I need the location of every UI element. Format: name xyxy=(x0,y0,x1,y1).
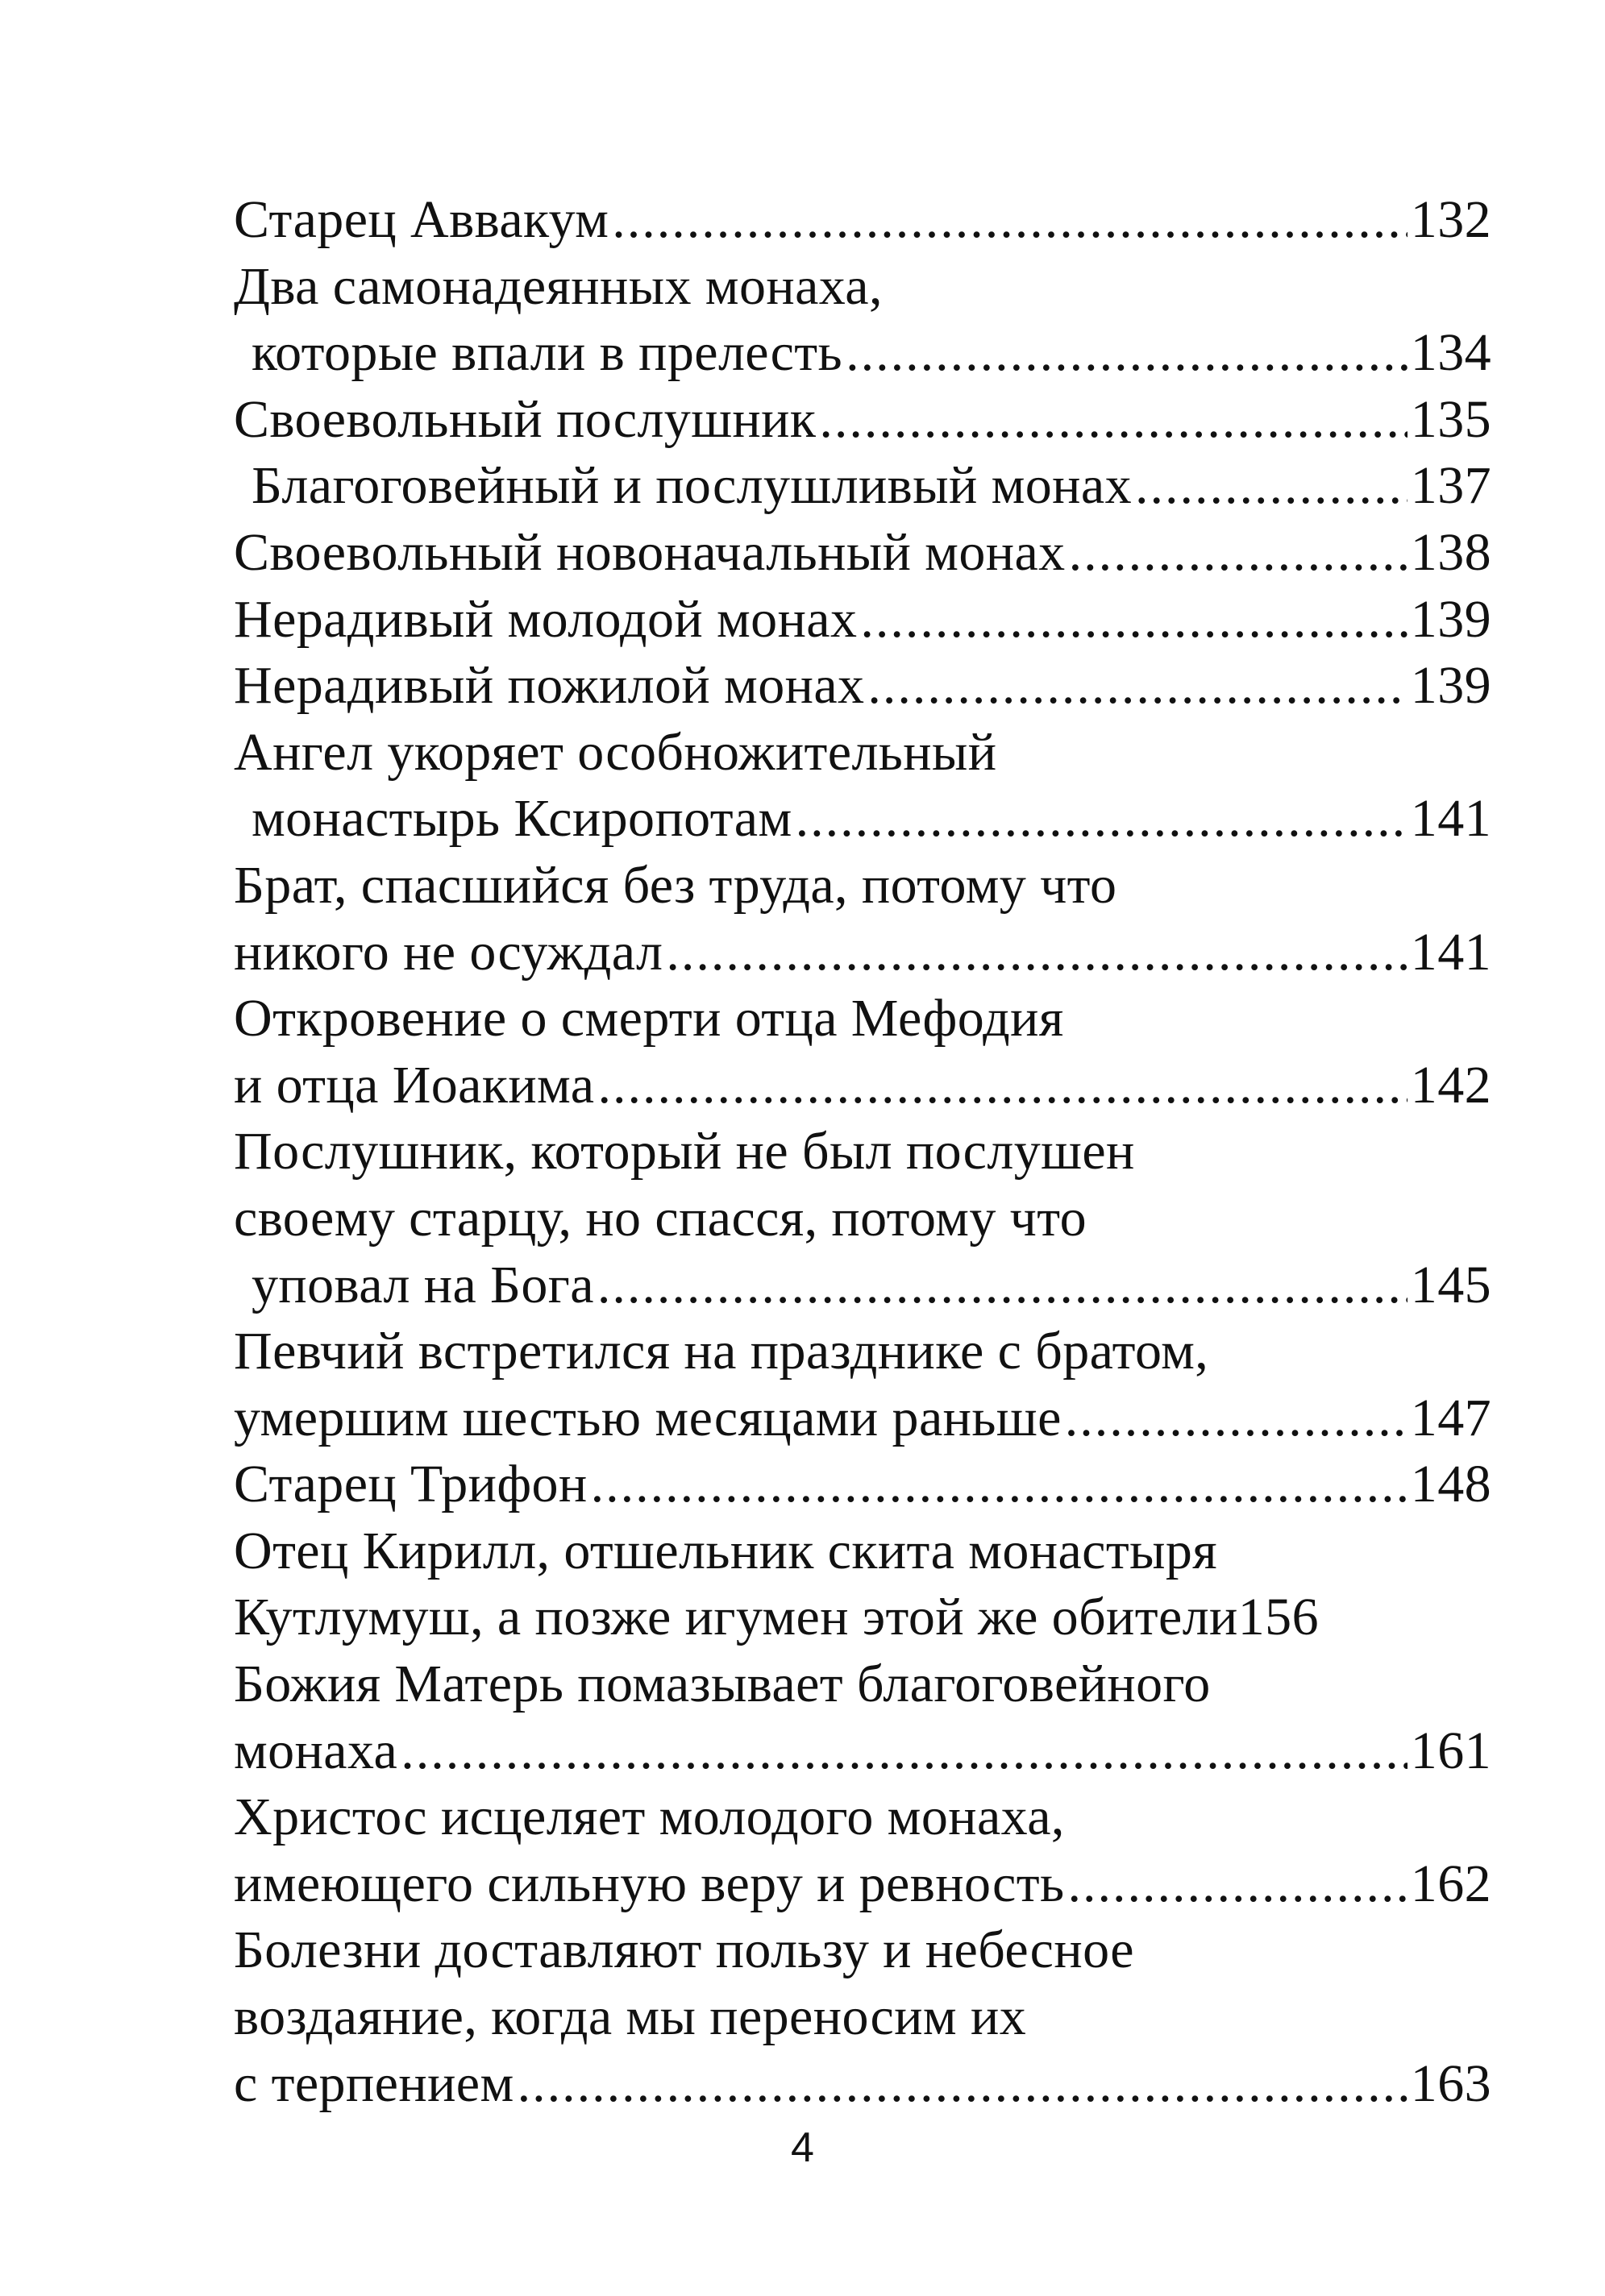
toc-entry-line xyxy=(234,1318,1491,1385)
toc-entry-line xyxy=(234,1518,1491,1585)
toc-entry-line xyxy=(234,1984,1491,2051)
dot-leader xyxy=(612,187,1407,254)
toc-entry-title: Божия Матерь помазывает благоговейного xyxy=(234,1655,1211,1714)
toc-entry-line xyxy=(234,2051,1491,2118)
toc-entry-title: и отца Иоакима xyxy=(234,1055,595,1115)
toc-entry-title: Христос исцеляет молодого монаха, xyxy=(234,1787,1065,1847)
dot-leader xyxy=(1067,1851,1407,1918)
toc-entry[interactable] xyxy=(234,653,1491,720)
toc-entry-title: своему старцу, но спасся, потому что xyxy=(234,1188,1087,1248)
toc-entry-page: 156 xyxy=(1237,1588,1319,1647)
toc-entry-page: 139 xyxy=(1410,589,1491,649)
toc-entry-line xyxy=(234,1385,1491,1452)
toc-entry-title: Послушник, который не был послушен xyxy=(234,1122,1135,1181)
toc-entry[interactable] xyxy=(234,1119,1491,1318)
toc-entry-line xyxy=(234,1053,1491,1119)
table-of-contents xyxy=(234,187,1491,2117)
toc-entry-page: 147 xyxy=(1410,1388,1491,1447)
page-number: 4 xyxy=(791,2124,814,2171)
toc-entry-page: 161 xyxy=(1410,1721,1491,1780)
toc-entry-line xyxy=(234,853,1491,920)
toc-entry-page: 141 xyxy=(1410,922,1491,982)
toc-entry-line xyxy=(234,320,1491,387)
toc-entry-title: уповал на Бога xyxy=(252,1255,594,1314)
toc-entry-line xyxy=(234,1851,1491,1918)
toc-entry-page: 162 xyxy=(1410,1854,1491,1913)
toc-entry-title: Нерадивый молодой монах xyxy=(234,589,858,649)
dot-leader xyxy=(860,587,1407,654)
toc-entry-page: 141 xyxy=(1410,789,1491,849)
toc-entry-page: 145 xyxy=(1410,1255,1491,1314)
dot-leader xyxy=(1135,453,1407,520)
toc-entry-title: Благоговейный и послушливый монах xyxy=(252,456,1132,516)
toc-entry-title: Откровение о смерти отца Мефодия xyxy=(234,989,1064,1048)
toc-entry[interactable] xyxy=(234,1518,1491,1651)
toc-entry-page: 135 xyxy=(1410,389,1491,449)
dot-leader xyxy=(518,2051,1407,2118)
toc-entry-line xyxy=(234,1917,1491,1984)
toc-entry-line xyxy=(234,920,1491,986)
toc-entry-line xyxy=(234,1651,1491,1718)
toc-entry-line xyxy=(234,786,1491,853)
toc-entry-title: монастырь Ксиропотам xyxy=(252,789,792,849)
toc-entry-line xyxy=(234,1718,1491,1785)
toc-entry[interactable] xyxy=(234,520,1491,587)
toc-entry-title: имеющего сильную веру и ревность xyxy=(234,1854,1065,1913)
dot-leader xyxy=(796,786,1407,853)
dot-leader xyxy=(597,1252,1407,1319)
toc-entry-title: монаха xyxy=(234,1721,398,1780)
toc-entry-line xyxy=(234,986,1491,1053)
toc-entry-page: 134 xyxy=(1410,323,1491,383)
toc-entry-line xyxy=(234,653,1491,720)
toc-entry-title: Ангел укоряет особножительный xyxy=(234,722,997,782)
toc-entry[interactable] xyxy=(234,1451,1491,1518)
toc-entry[interactable] xyxy=(234,853,1491,986)
toc-entry-page: 163 xyxy=(1410,2053,1491,2113)
toc-entry[interactable] xyxy=(234,254,1491,387)
toc-entry-line xyxy=(234,387,1491,454)
toc-entry-line xyxy=(234,1784,1491,1851)
toc-entry-title: Отец Кирилл, отшельник скита монастыря xyxy=(234,1521,1218,1580)
toc-entry-title: Брат, спасшийся без труда, потому что xyxy=(234,855,1117,915)
toc-entry-line xyxy=(234,1252,1491,1319)
toc-entry-title: Нерадивый пожилой монах xyxy=(234,656,865,716)
dot-leader xyxy=(1065,1385,1407,1452)
toc-entry-line xyxy=(234,1584,1491,1651)
toc-entry-title: Кутлумуш, а позже игумен этой же обители xyxy=(234,1588,1238,1647)
toc-entry[interactable] xyxy=(234,1917,1491,2117)
dot-leader xyxy=(666,920,1407,986)
toc-entry-line xyxy=(234,453,1491,520)
toc-entry-title: Своевольный послушник xyxy=(234,389,817,449)
toc-entry-line xyxy=(234,1451,1491,1518)
toc-entry-title: Певчий встретился на празднике с братом, xyxy=(234,1322,1209,1381)
toc-entry-page: 139 xyxy=(1410,656,1491,716)
toc-entry[interactable] xyxy=(234,587,1491,654)
toc-entry-line xyxy=(234,1185,1491,1252)
dot-leader xyxy=(819,387,1407,454)
dot-leader xyxy=(401,1718,1407,1785)
toc-entry-title: Своевольный новоначальный монах xyxy=(234,522,1066,582)
toc-entry[interactable] xyxy=(234,720,1491,853)
toc-entry[interactable] xyxy=(234,187,1491,254)
dot-leader xyxy=(846,320,1407,387)
toc-entry-line xyxy=(234,520,1491,587)
toc-entry-page: 148 xyxy=(1410,1455,1491,1514)
toc-entry[interactable] xyxy=(234,1651,1491,1784)
toc-entry-title: Старец Аввакум xyxy=(234,190,609,249)
dot-leader xyxy=(591,1451,1407,1518)
dot-leader xyxy=(597,1053,1407,1119)
toc-entry-page: 138 xyxy=(1410,522,1491,582)
toc-entry[interactable] xyxy=(234,986,1491,1119)
toc-entry-line xyxy=(234,587,1491,654)
toc-entry-line xyxy=(234,1119,1491,1185)
toc-entry-title: Старец Трифон xyxy=(234,1455,588,1514)
dot-leader xyxy=(867,653,1407,720)
toc-entry-title: которые впали в прелесть xyxy=(252,323,843,383)
toc-entry-title: Два самонадеянных монаха, xyxy=(234,256,883,316)
toc-entry-page: 142 xyxy=(1410,1055,1491,1115)
toc-entry-title: никого не осуждал xyxy=(234,922,663,982)
toc-entry-line xyxy=(234,187,1491,254)
toc-entry-line xyxy=(234,720,1491,787)
dot-leader xyxy=(1069,520,1407,587)
toc-entry[interactable] xyxy=(234,1784,1491,1917)
toc-entry-line xyxy=(234,254,1491,321)
toc-entry-title: с терпением xyxy=(234,2053,514,2113)
toc-entry-page: 132 xyxy=(1410,190,1491,249)
toc-entry[interactable] xyxy=(234,453,1491,520)
toc-entry-page: 137 xyxy=(1410,456,1491,516)
toc-entry-title: Болезни доставляют пользу и небесное xyxy=(234,1920,1134,1980)
toc-entry-title: умершим шестью месяцами раньше xyxy=(234,1388,1062,1447)
toc-entry[interactable] xyxy=(234,1318,1491,1451)
toc-entry-title: воздаяние, когда мы переносим их xyxy=(234,1987,1027,2047)
toc-entry[interactable] xyxy=(234,387,1491,454)
